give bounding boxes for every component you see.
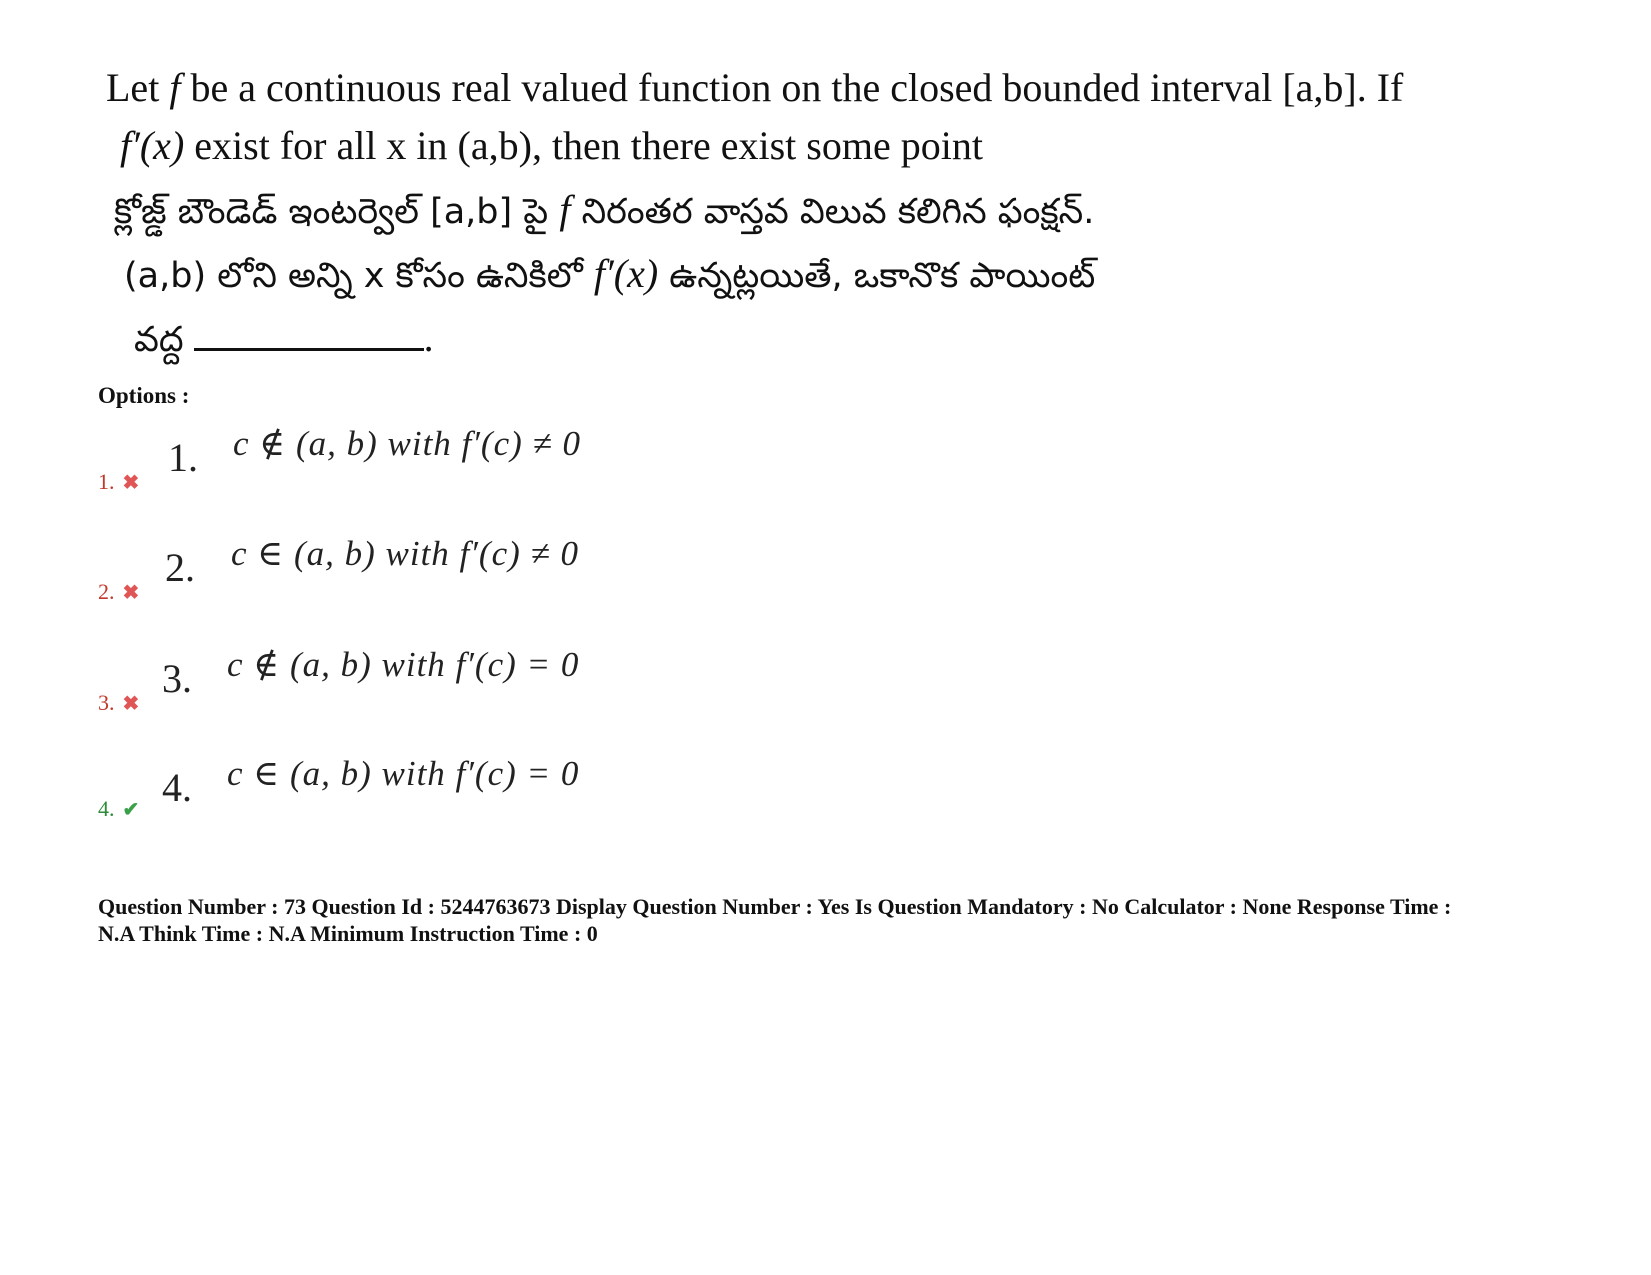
option-marker-number: 2. — [98, 579, 115, 604]
option-marker-number: 4. — [98, 796, 115, 821]
options-label: Options : — [98, 383, 190, 408]
period: . — [423, 315, 434, 360]
option-marker-number: 1. — [98, 469, 115, 494]
cross-icon: ✖ — [122, 693, 140, 715]
option-number: 2. — [165, 545, 195, 590]
telugu-text: క్లోజ్డ్ బౌండెడ్ ఇంటర్వెల్ [a,b] పై — [114, 192, 560, 232]
question-text: exist for all x in (a,b), then there exist some point — [184, 123, 983, 168]
option-expression: c ∉ (a, b) with f′(c) = 0 — [227, 645, 580, 684]
question-text: Let — [106, 65, 170, 110]
telugu-text: ఉన్నట్లయితే, ఒకానొక పాయింట్ — [658, 256, 1096, 296]
telugu-line-3 — [134, 314, 434, 364]
option-marker — [98, 797, 139, 822]
function-symbol: f — [559, 187, 571, 232]
metadata-line-1: Question Number : 73 Question Id : 5244763673 Display Question Number : Yes Is Question Mandatory : No Calculator : None Response Time : — [98, 894, 1452, 919]
question-line-2 — [120, 122, 983, 170]
option-number: 3. — [162, 656, 192, 701]
option-number: 4. — [162, 765, 192, 810]
option-marker-number: 3. — [98, 690, 115, 715]
telugu-text: వద్ద — [134, 320, 184, 360]
option-1 — [0, 420, 900, 494]
option-number: 1. — [168, 435, 198, 480]
option-expression: c ∈ (a, b) with f′(c) ≠ 0 — [231, 534, 579, 573]
telugu-text: నిరంతర వాస్తవ విలువ కలిగిన ఫంక్షన్. — [570, 192, 1095, 232]
metadata-line-2: N.A Think Time : N.A Minimum Instruction Time : 0 — [98, 921, 598, 946]
function-symbol: f — [169, 65, 181, 110]
cross-icon: ✖ — [122, 582, 140, 604]
option-4 — [0, 750, 900, 821]
question-metadata — [98, 893, 1578, 947]
telugu-line-1 — [114, 186, 1094, 236]
answer-blank — [194, 318, 424, 351]
option-3 — [0, 641, 900, 715]
option-marker — [98, 691, 139, 716]
option-expression: c ∉ (a, b) with f′(c) ≠ 0 — [233, 424, 581, 463]
option-expression: c ∈ (a, b) with f′(c) = 0 — [227, 754, 580, 793]
option-marker — [98, 470, 139, 495]
option-2 — [0, 530, 900, 604]
question-text: be a continuous real valued function on the closed bounded interval [a,b]. If — [180, 65, 1404, 110]
question-line-1 — [106, 64, 1403, 112]
checkmark-icon: ✔ — [122, 799, 140, 821]
telugu-line-2 — [124, 250, 1095, 300]
telugu-text: (a,b) లోని అన్ని x కోసం ఉనికిలో — [124, 256, 594, 296]
option-marker — [98, 580, 139, 605]
derivative-symbol: f′(x) — [593, 251, 659, 296]
cross-icon: ✖ — [122, 472, 140, 494]
derivative-symbol: f′(x) — [120, 123, 185, 168]
